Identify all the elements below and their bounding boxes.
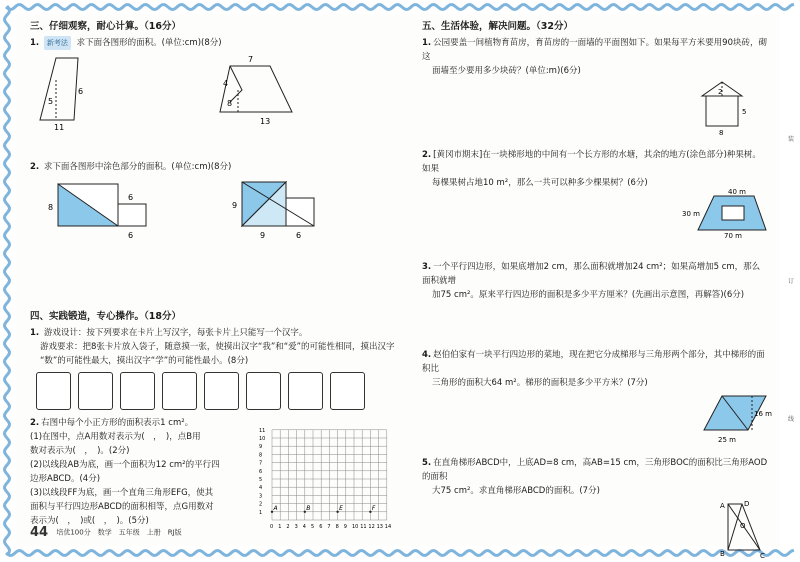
dim-label: 9 [260, 231, 266, 240]
sub-question: (1)在图中，点A用数对表示为( ， )，点B用 [30, 432, 201, 442]
section-4-title: 四、实践锻造，专心操作。（18分） [30, 311, 181, 322]
blank-card[interactable] [78, 372, 113, 410]
question-4-1 [30, 326, 396, 340]
left-column [30, 18, 396, 534]
coordinate-grid[interactable] [258, 416, 392, 534]
question-number: 1. [30, 328, 40, 338]
dim-label: 25 m [718, 436, 736, 444]
y-tick-label: 3 [259, 493, 263, 500]
y-tick-label: 10 [259, 436, 266, 442]
sub-question: (3)以线段FF为底，画一个直角三角形EFG，使其 [30, 488, 214, 498]
question-5-3 [422, 260, 768, 288]
section-5-title: 五、生活体验，解决问题。（32分） [422, 21, 573, 32]
question-number: 1. [422, 38, 432, 48]
card-row [36, 372, 396, 410]
dim-label: 6 [128, 193, 134, 202]
binding-char: 订 [788, 278, 795, 285]
blank-card[interactable] [162, 372, 197, 410]
x-tick-label: 5 [311, 524, 315, 530]
question-number: 1. [30, 38, 40, 48]
question-number: 2. [30, 418, 40, 428]
dim-label: 70 m [724, 232, 742, 240]
question-number: 5. [422, 458, 432, 468]
question-3-1 [30, 36, 396, 50]
dim-label: 7 [248, 55, 254, 64]
shaded-rectangle-figure [48, 184, 146, 240]
question-text: 游戏要求：把8张卡片放入袋子，随意摸一张，使摸出汉字“我”和“爱”的可能性相同，摸出汉字 [40, 342, 395, 352]
question-text: 赵伯伯家有一块平行四边形的菜地，现在把它分成梯形与三角形两个部分，其中梯形的面积比 [422, 350, 765, 374]
x-tick-label: 8 [335, 524, 339, 530]
question-text: 求下面各图形的面积。(单位:cm)(8分) [76, 38, 222, 48]
sub-question: 面积与平行四边形ABCD的面积相等，点G用数对 [30, 502, 214, 512]
sub-question: 表示为( ， )或( ， )。(5分) [30, 516, 149, 526]
x-tick-label: 12 [368, 524, 375, 530]
right-column [422, 18, 772, 562]
figures-area-2 [30, 174, 390, 250]
right-trapezoid-figure [422, 498, 768, 558]
x-tick-label: 14 [384, 524, 392, 530]
question-5-4 [422, 348, 768, 376]
trapezoid-figure [220, 55, 292, 126]
blank-card[interactable] [120, 372, 155, 410]
grid-point-label: E [339, 504, 343, 512]
section-3-title: 三、仔细观察，耐心计算。（16分） [30, 21, 181, 32]
vertex-label: D [744, 500, 750, 508]
blank-card[interactable] [330, 372, 365, 410]
dim-label: 2 [718, 88, 723, 96]
dim-label: 9 [232, 201, 238, 210]
x-tick-label: 6 [319, 524, 323, 530]
y-tick-label: 1 [259, 509, 263, 516]
y-tick-label: 8 [259, 452, 263, 459]
question-text: 每棵果树占地10 m²，那么一共可以种多少棵果树？(6分) [432, 178, 648, 188]
parallelogram-field-figure [422, 390, 772, 446]
question-text: 求下面各图形中涂色部分的面积。(单位:cm)(8分) [43, 162, 232, 172]
question-5-5 [422, 456, 768, 484]
question-text: 在直角梯形ABCD中，上底AD=8 cm，高AB=15 cm，三角形BOC的面积比三角形AOD的面积 [422, 458, 768, 482]
sub-question: 边形ABCD。(4分) [30, 474, 101, 484]
y-tick-label: 4 [259, 485, 263, 492]
question-text: 三角形的面积大64 m²。梯形的面积是多少平方米？(7分) [432, 378, 648, 388]
parallelogram-figure [40, 58, 83, 132]
question-text: 右图中每个小正方形的面积表示1 cm²。 [41, 418, 194, 428]
dim-label: 8 [719, 129, 724, 137]
question-number: 4. [422, 350, 432, 360]
vertex-label: C [760, 552, 765, 560]
blank-card[interactable] [246, 372, 281, 410]
house-wall-figure [422, 78, 768, 136]
dim-label: 4 [223, 79, 229, 88]
question-text: 公园要盖一间植物育苗房，育苗房的一面墙的平面图如下。如果每平方米要用90块砖，砌这 [422, 38, 767, 62]
grid-point-label: B [306, 504, 311, 512]
question-4-2-text [30, 416, 258, 534]
question-text: 大75 cm²。求直角梯形ABCD的面积。(7分) [432, 486, 600, 496]
x-tick-label: 9 [343, 524, 347, 530]
dim-label: 6 [128, 231, 134, 240]
new-method-badge: 新考法 [44, 36, 71, 50]
dim-label: 8 [48, 203, 54, 212]
y-tick-label: 6 [259, 468, 263, 475]
blank-card[interactable] [288, 372, 323, 410]
question-text: 加75 cm²。原来平行四边形的面积是多少平方厘米？(先画出示意图，再解答)(6分) [432, 290, 745, 300]
blank-card[interactable] [36, 372, 71, 410]
y-tick-label: 7 [259, 460, 263, 467]
shaded-squares-figure [232, 182, 314, 240]
grid-point-label: F [371, 504, 376, 512]
dim-label: 6 [296, 231, 302, 240]
sub-question: 数对表示为( ， )。(2分) [30, 446, 130, 456]
figures-area-1 [30, 50, 390, 130]
grid-point-label: A [273, 504, 278, 512]
x-tick-label: 0 [270, 524, 274, 530]
question-5-1 [422, 36, 768, 64]
x-tick-label: 10 [352, 524, 359, 530]
dim-label: 40 m [728, 188, 746, 196]
dim-label: 13 [260, 117, 271, 126]
dim-label: 6 [78, 87, 84, 96]
y-tick-label: 2 [259, 501, 263, 508]
trapezoid-field-figure [422, 190, 768, 246]
dim-label: 16 m [754, 410, 772, 418]
question-3-2 [30, 160, 396, 174]
dim-label: 5 [742, 108, 747, 116]
blank-card[interactable] [204, 372, 239, 410]
question-text: 游戏设计：按下列要求在卡片上写汉字，每张卡片上只能写一个汉字。 [43, 328, 308, 338]
page-number: 44 [30, 525, 49, 540]
x-tick-label: 11 [360, 524, 367, 530]
y-tick-label: 9 [259, 444, 263, 451]
question-text: 面墙至少要用多少块砖？(单位:m)(6分) [432, 66, 581, 76]
binding-char: 装 [788, 136, 795, 143]
y-tick-label: 11 [259, 427, 266, 434]
binding-margin [786, 14, 798, 546]
dim-label: 5 [48, 97, 54, 106]
x-tick-label: 1 [278, 524, 282, 530]
question-4-2 [30, 416, 396, 534]
dim-label: 30 m [682, 210, 700, 218]
question-number: 2. [30, 162, 40, 172]
vertex-label: O [740, 522, 746, 530]
page-footer [30, 525, 182, 540]
question-text: 一个平行四边形，如果底增加2 cm，那么面积就增加24 cm²；如果高增加5 cm，那么面积就增 [422, 262, 761, 286]
x-tick-label: 13 [376, 524, 383, 530]
vertex-label: A [720, 502, 725, 510]
dim-label: 8 [227, 99, 233, 108]
x-tick-label: 7 [327, 524, 331, 530]
x-tick-label: 2 [286, 524, 290, 530]
question-number: 3. [422, 262, 432, 272]
vertex-label: B [720, 550, 725, 558]
sub-question: (2)以线段AB为底，画一个面积为12 cm²的平行四 [30, 460, 220, 470]
question-text: [黄冈市期末]在一块梯形地的中间有一个长方形的水塘，其余的地方(涂色部分)种果树。如果 [422, 150, 761, 174]
question-text: “数”的可能性最大，摸出汉字“学”的可能性最小。(8分) [40, 356, 249, 366]
y-tick-label: 5 [259, 477, 263, 483]
binding-char: 线 [788, 416, 795, 423]
x-tick-label: 3 [294, 524, 298, 530]
x-tick-label: 4 [302, 524, 306, 530]
dim-label: 11 [54, 123, 65, 132]
worksheet [16, 14, 780, 560]
question-5-2 [422, 148, 768, 176]
question-number: 2. [422, 150, 432, 160]
footer-text: 培优100分 数学 五年级 上册 RJ版 [56, 528, 182, 537]
